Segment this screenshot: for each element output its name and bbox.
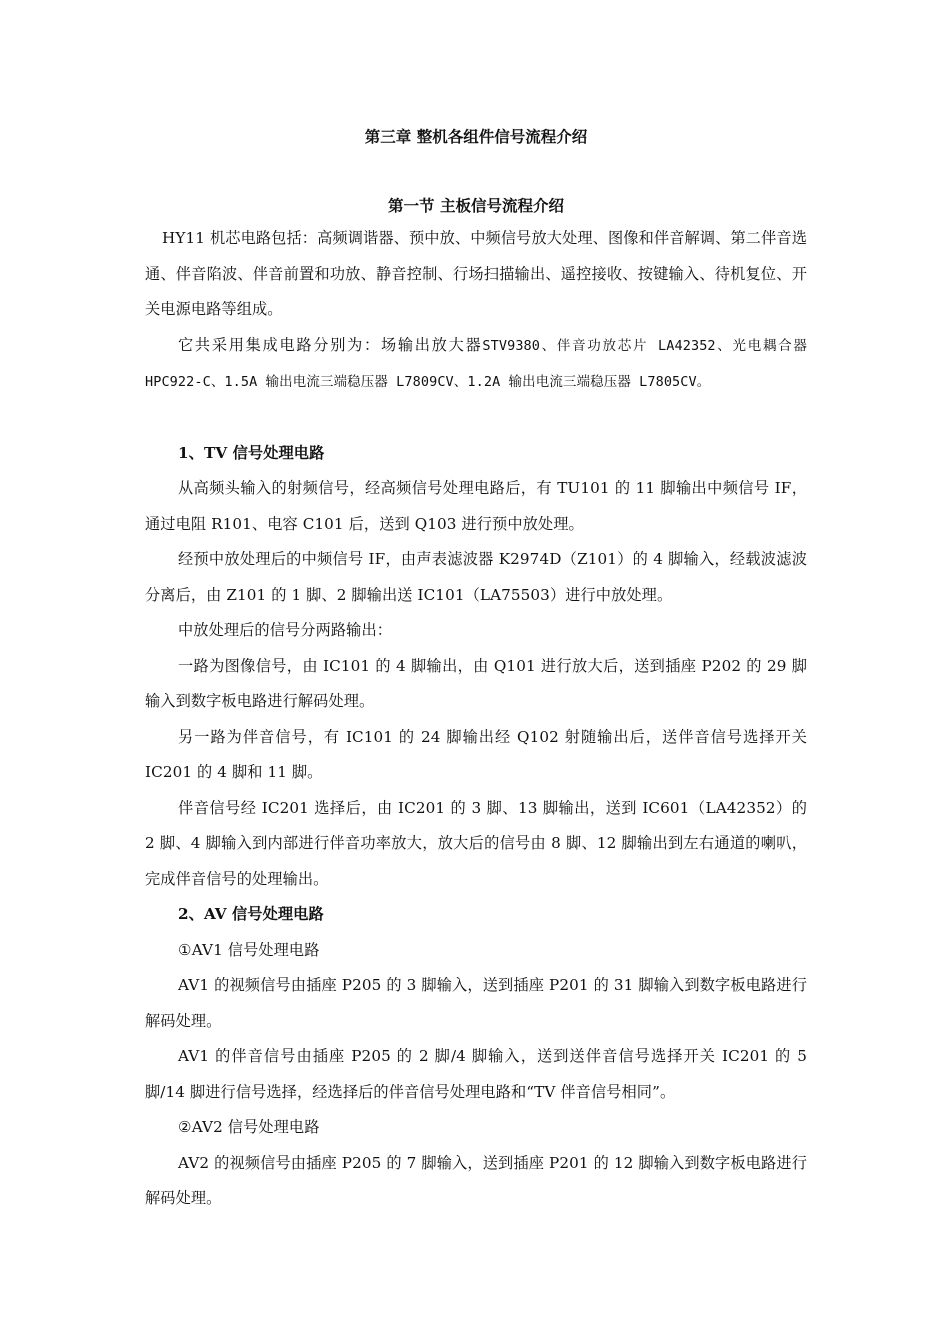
- ic-list-components: STV9380、伴音功放芯片 LA42352、光电耦合器 HPC922-C、1.5A 输出电流三端稳压器 L7809CV、1.2A 输出电流三端稳压器 L7805CV。: [145, 337, 807, 390]
- section-title: 第一节 主板信号流程介绍: [388, 196, 564, 215]
- body-text: [145, 221, 807, 1217]
- tv-section-heading: 1、TV 信号处理电路: [178, 443, 325, 462]
- tv-paragraph-1: 从高频头输入的射频信号，经高频信号处理电路后，有 TU101 的 11 脚输出中频信号 IF，通过电阻 R101、电容 C101 后，送到 Q103 进行预中放处理。: [145, 479, 807, 533]
- av-section-heading: 2、AV 信号处理电路: [178, 905, 324, 923]
- av1-subheading: ①AV1 信号处理电路: [178, 940, 320, 959]
- tv-paragraph-5: 另一路为伴音信号，有 IC101 的 24 脚输出经 Q102 射随输出后，送伴音信号选择开关 IC201 的 4 脚和 11 脚。: [145, 727, 807, 781]
- tv-paragraph-2: 经预中放处理后的中频信号 IF，由声表滤波器 K2974D（Z101）的 4 脚输入，经载波滤波分离后，由 Z101 的 1 脚、2 脚输出送 IC101（LA75503）进行中放处理。: [145, 550, 807, 604]
- tv-paragraph-6: 伴音信号经 IC201 选择后，由 IC201 的 3 脚、13 脚输出，送到 IC601（LA42352）的 2 脚、4 脚输入到内部进行伴音功率放大，放大后的信号由 8 脚、12 脚输出到左右通道的喇叭，完成伴音信号的处理输出。: [145, 798, 807, 888]
- av1-paragraph-1: AV1 的视频信号由插座 P205 的 3 脚输入，送到插座 P201 的 31 脚输入到数字板电路进行解码处理。: [145, 976, 807, 1030]
- intro-paragraph: HY11 机芯电路包括：高频调谐器、预中放、中频信号放大处理、图像和伴音解调、第二伴音选通、伴音陷波、伴音前置和功放、静音控制、行场扫描输出、遥控接收、按键输入、待机复位、开关电源电路等组成。: [145, 229, 807, 318]
- tv-paragraph-3: 中放处理后的信号分两路输出：: [178, 621, 393, 639]
- ic-list-prefix: 它共采用集成电路分别为：场输出放大器: [178, 335, 483, 354]
- av2-paragraph-1: AV2 的视频信号由插座 P205 的 7 脚输入，送到插座 P201 的 12 脚输入到数字板电路进行解码处理。: [145, 1153, 807, 1207]
- chapter-title: 第三章 整机各组件信号流程介绍: [364, 127, 588, 146]
- av1-paragraph-2: AV1 的伴音信号由插座 P205 的 2 脚/4 脚输入，送到送伴音信号选择开关 IC201 的 5 脚/14 脚进行信号选择，经选择后的伴音信号处理电路和“TV 伴音信号相同”。: [145, 1047, 807, 1101]
- ic-list-paragraph: [145, 328, 807, 401]
- tv-paragraph-4: 一路为图像信号，由 IC101 的 4 脚输出，由 Q101 进行放大后，送到插座 P202 的 29 脚输入到数字板电路进行解码处理。: [145, 656, 807, 710]
- av2-subheading: ②AV2 信号处理电路: [178, 1118, 320, 1136]
